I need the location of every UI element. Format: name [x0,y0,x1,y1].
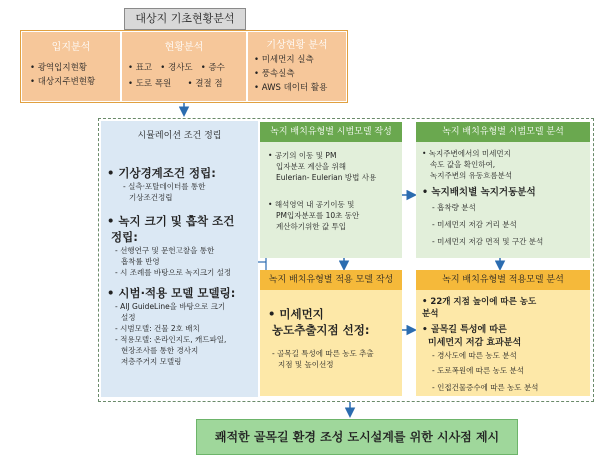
height-analysis-title-2: 분석 [422,309,439,319]
pilot-line: PM입자분포를 10초 동안 [276,211,360,220]
analysis-line: • 녹지주변에서의 미세먼지 [422,149,511,158]
concentration-point-title-text: 미세먼지 [279,307,324,321]
analysis-line: 녹지주변의 유동흐름분석 [430,171,513,180]
green-behavior-title-text: 녹지배치별 녹지거동분석 [431,187,536,198]
pilot-line: • 해석영역 내 공기이동 및 [268,200,355,209]
weather-boundary-line-text: 실측·포탈데이터를 통한 [128,182,206,191]
weather-boundary-title: • 기상경계조건 정립: [107,166,216,180]
weather-boundary-line: 기상조건정립 [129,193,173,202]
analysis-sub: - 흡착량 분석 [432,203,476,212]
weather-item: • 미세먼지 실측 [254,55,314,65]
model-line: - 시범모델: 건물 2호 배치 [115,324,200,333]
pilot-line-text: 공기의 이동 및 PM [274,151,337,160]
model-line-text: AIJ GuideLine을 바탕으로 크기 [120,302,226,311]
applied-sub-text: 경사도에 따른 농도 분석 [437,351,517,360]
pilot-model-analysis-box [416,122,590,258]
weather-boundary-section [107,165,258,203]
applied-model-analysis-header: 녹지 배치유형별 적용모델 분석 [416,270,590,290]
location-item: • 광역입지현황 [30,63,87,73]
model-title-text: 시범·적용 모델 모델링: [118,286,236,300]
location-analysis-box [22,32,120,101]
diagram-title: 대상지 기초현황분석 [124,8,246,30]
green-size-line: - 선행연구 및 문헌고찰을 통한 [115,246,215,255]
status-item-text: 도로 폭원 [135,79,172,89]
weather-analysis-header: 기상현황 분석 [266,40,328,51]
location-item-text: 대상지주변현황 [37,77,96,87]
green-size-line-text: 선행연구 및 문헌고찰을 통한 [120,246,215,255]
alley-effect-title: • 골목길 특성에 따른 [422,325,507,335]
status-item: • 결절 점 [187,79,223,89]
applied-model-analysis-body [416,290,590,396]
applied-model-creation-header: 녹지 배치유형별 적용 모델 작성 [260,270,402,290]
alley-effect-title-text: 골목길 특성에 따른 [430,325,507,335]
pilot-line: Eulerian- Eulerian 방법 사용 [276,173,377,182]
model-title: • 시범·적용 모델 모델링: [107,286,236,300]
pilot-line: 계산하기위한 값 투입 [276,222,346,231]
simulation-conditions-header: 시뮬레이션 조건 정립 [137,131,222,141]
weather-item-text: 풍속실측 [261,69,295,79]
applied-model-analysis-box [416,270,590,396]
status-item: • 표고 [128,63,153,73]
analysis-line-text: 녹지주변에서의 미세먼지 [428,149,511,158]
conclusion-box: 쾌적한 골목길 환경 조성 도시설계를 위한 시사점 제시 [196,419,518,455]
status-item-text: 증수 [208,63,225,73]
applied-sub-text: 인접건물증수에 따른 농도 분석 [437,383,539,392]
model-line: 현장조사를 통한 경사지 [121,346,199,355]
model-line: - 적용모델: 온라인지도, 캐드파일, [115,335,227,344]
green-size-line-text: 시 조례를 바탕으로 녹지크기 설정 [120,268,232,277]
status-item: • 경사도 [160,63,193,73]
green-size-title: • 녹지 크기 및 흡착 조건 [107,214,235,228]
applied-model-creation-box [260,270,402,396]
location-item-text: 광역입지현황 [37,63,87,73]
green-size-line: 흡착률 반영 [121,257,160,266]
applied-sub-text: 도로폭원에 따른 농도 분석 [437,366,524,375]
model-line: - AIJ GuideLine을 바탕으로 크기 [115,302,226,311]
weather-item: • AWS 데이터 활용 [254,83,328,93]
status-item: • 증수 [200,63,225,73]
concentration-line: - 골목길 특성에 따른 농도 추출 [272,349,374,358]
green-behavior-title: • 녹지배치별 녹지거동분석 [422,187,536,198]
model-line-text: 시범모델: 건물 2호 배치 [120,324,200,333]
analysis-sub: - 미세먼지 저감 면적 및 구간 분석 [432,237,544,246]
model-line: 설정 [121,313,136,322]
pilot-line: • 공기의 이동 및 PM [268,151,337,160]
applied-model-creation-body [260,290,402,396]
status-item-text: 결절 점 [195,79,223,89]
simulation-conditions-panel [101,121,258,397]
analysis-sub-text: 흡착량 분석 [437,203,476,212]
concentration-line: 지점 및 높이선정 [278,360,334,369]
green-size-title-2: 정립: [111,230,138,244]
location-item: • 대상지주변현황 [30,77,96,87]
pilot-line-text: 해석영역 내 공기이동 및 [274,200,355,209]
pilot-model-creation-box [260,122,402,258]
pilot-line: 입자분포 계산을 위해 [276,162,346,171]
green-size-line: - 시 조례를 바탕으로 녹지크기 설정 [115,268,232,277]
weather-boundary-title-text: 기상경계조건 정립: [118,166,216,180]
model-line: 저층주거지 모델링 [121,357,182,366]
applied-sub: - 인접건물증수에 따른 농도 분석 [432,383,539,392]
alley-effect-title-2: 미세먼지 저감 효과분석 [428,338,522,348]
analysis-line: 속도 값을 확인하여, [430,160,496,169]
weather-boundary-line: - 실측·포탈데이터를 통한 [123,182,206,191]
analysis-sub-text: 미세먼지 저감 거리 분석 [437,220,517,229]
location-analysis-header: 입지분석 [51,42,91,53]
green-size-title-text: 녹지 크기 및 흡착 조건 [118,214,235,228]
applied-sub: - 도로폭원에 따른 농도 분석 [432,366,524,375]
status-analysis-header: 현황분석 [164,42,204,53]
status-analysis-box [122,32,246,101]
green-size-section [107,213,258,278]
weather-item-text: 미세먼지 실측 [261,55,314,65]
weather-analysis-box [248,32,346,101]
concentration-point-title-2: 농도추출지점 선정: [272,323,370,337]
analysis-sub: - 미세먼지 저감 거리 분석 [432,220,517,229]
status-item-text: 표고 [135,63,153,73]
pilot-model-analysis-header: 녹지 배치유형별 시범모델 분석 [416,122,590,142]
pilot-model-creation-header: 녹지 배치유형별 시범모델 작성 [260,122,402,142]
concentration-line-text: 골목길 특성에 따른 농도 추출 [277,349,374,358]
applied-sub: - 경사도에 따른 농도 분석 [432,351,517,360]
weather-item: • 풍속실측 [254,69,295,79]
analysis-sub-text: 미세먼지 저감 면적 및 구간 분석 [437,237,544,246]
status-item-text: 경사도 [167,63,193,73]
concentration-point-title: • 미세먼지 [268,307,324,321]
model-section [107,285,258,367]
pilot-model-creation-body [260,142,402,258]
height-analysis-title-text: 22개 지점 높이에 따른 농도 [430,297,537,307]
model-line-text: 적용모델: 온라인지도, 캐드파일, [120,335,227,344]
height-analysis-title: • 22개 지점 높이에 따른 농도 [422,297,537,307]
pilot-model-analysis-body [416,142,590,258]
weather-item-text: AWS 데이터 활용 [261,83,328,93]
status-item: • 도로 폭원 [128,79,172,89]
